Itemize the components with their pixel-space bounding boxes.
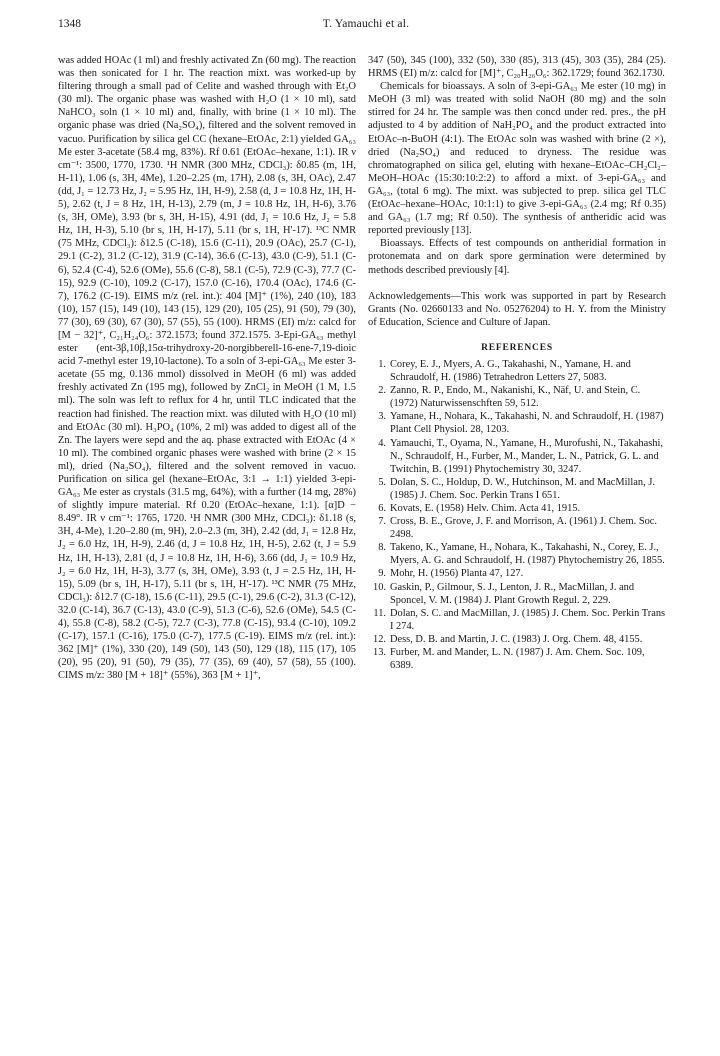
- reference-number: 12.: [373, 633, 386, 645]
- reference-text: Dess, D. B. and Martin, J. C. (1983) J. Org. Chem. 48, 4155.: [390, 633, 643, 645]
- reference-item: [368, 384, 666, 410]
- reference-text: Cross, B. E., Grove, J. F. and Morrison, A. (1961) J. Chem. Soc. 2498.: [390, 516, 658, 541]
- reference-item: [368, 646, 666, 672]
- reference-item: [368, 541, 666, 567]
- reference-text: Dolan, S. C. and MacMillan, J. (1985) J. Chem. Soc. Perkin Trans I 274.: [390, 607, 666, 632]
- reference-item: [368, 358, 666, 384]
- running-head: T. Yamauchi et al.: [322, 18, 410, 30]
- reference-number: 8.: [378, 542, 386, 554]
- reference-number: 7.: [378, 516, 386, 528]
- reference-text: Dolan, S. C., Holdup, D. W., Hutchinson, M. and MacMillan, J. (1985) J. Chem. Soc. Perkin Trans I 651.: [390, 476, 655, 501]
- reference-number: 3.: [378, 411, 386, 423]
- reference-item: [368, 633, 666, 646]
- reference-number: 13.: [373, 647, 386, 659]
- reference-item: [368, 437, 666, 476]
- spacer: [368, 329, 666, 342]
- spacer: [368, 277, 666, 290]
- reference-number: 6.: [378, 503, 386, 514]
- reference-list: [368, 358, 666, 672]
- page-header: [58, 18, 674, 34]
- reference-number: 4.: [378, 437, 386, 449]
- reference-text: Mohr, H. (1956) Planta 47, 127.: [390, 568, 524, 580]
- reference-number: 9.: [378, 568, 386, 580]
- reference-text: Yamauchi, T., Oyama, N., Yamane, H., Murofushi, N., Takahashi, N., Schraudolf, H., Furber, M., Mander, L. N., Patrick, G. L. and Twitchin, B. (1991) Phytochemistry 30, 3247.: [390, 437, 663, 475]
- right-column: [368, 54, 666, 672]
- reference-text: Gaskin, P., Gilmour, S. J., Lenton, J. R., MacMillan, J. and Sponcel, V. M. (1984) J. Plant Growth Regul. 2, 229.: [390, 581, 635, 606]
- reference-item: [368, 515, 666, 541]
- reference-item: [368, 476, 666, 502]
- page-number: 1348: [58, 18, 81, 30]
- reference-text: Takeno, K., Yamane, H., Nohara, K., Takahashi, N., Corey, E. J., Myers, A. G. and Schraudolf, H. (1987) Phytochemistry 26, 1855.: [390, 542, 665, 567]
- reference-text: Corey, E. J., Myers, A. G., Takahashi, N., Yamane, H. and Schraudolf, H. (1986) Tetrahedron Letters 27, 5083.: [390, 358, 631, 384]
- reference-number: 10.: [373, 581, 386, 593]
- reference-text: Zanno, R. P., Endo, M., Nakanishi, K., Näf, U. and Stein, C. (1972) Naturwissenschften 59, 512.: [390, 385, 641, 410]
- reference-number: 11.: [373, 607, 386, 619]
- body-paragraph: 347 (50), 345 (100), 332 (50), 330 (85), 313 (45), 303 (35), 284 (25). HRMS (EI) m/z: calcd for [M]⁺, C₂₀H₂₆O₆: 362.1729; found 362.1730.: [368, 55, 666, 80]
- body-paragraph: was added HOAc (1 ml) and freshly activated Zn (60 mg). The reaction was then sonicated for 1 hr. The reaction mixt. was worked-up by filtering through a small pad of Celite and washed through with Et₂O (30 ml). The organic phase was washed with H₂O (1 × 10 ml), satd NaHCO₃ soln (1 × 10 ml) and, finally, with brine (1 × 10 ml). The organic phase was dried (Na₂SO₄), filtered and the solvent removed in vacuo. Purification by silica gel CC (hexane–EtOAc, 2:1) yielded GA₆₃ Me ester 3-acetate (58.4 mg, 83%). Rf 0.61 (EtOAc–hexane, 1:1). IR ν cm⁻¹: 3500, 1770, 1730. ¹H NMR (300 MHz, CDCl₃): δ0.85 (m, 1H, H-11), 1.06 (s, 3H, 4Me), 1.20–2.25 (m, 17H), 2.08 (s, 3H, OAc), 2.47 (dd, J₁ = 12.73 Hz, J₂ = 5.95 Hz, 1H, H-9), 2.58 (d, J = 10.8 Hz, 1H, H-5), 2.62 (t, J = 8 Hz, 1H, H-13), 2.79 (m, J = 10.8 Hz, 1H, H-6), 3.76 (s, 3H, OMe), 3.93 (br s, 3H, H-15), 4.91 (dd, J₁ = 10.6 Hz, J₂ = 5.8 Hz, 1H, H-3), 5.10 (br s, 1H, H-17), 5.11 (br s, 1H, H'-17). ¹³C NMR (75 MHz, CDCl₃): δ12.5 (C-18), 15.6 (C-11), 20.9 (OAc), 25.7 (C-1), 29.1 (C-2), 31.2 (C-12), 31.9 (C-14), 36.6 (C-13), 43.0 (C-9), 51.1 (C-6), 52.4 (C-4), 52.6 (OMe), 55.6 (C-8), 58.1 (C-5), 72.9 (C-3), 77.7 (C-15), 92.9 (C-10), 109.2 (C-17), 157.0 (C-16), 170.4 (OAc), 174.6 (C-7), 176.2 (C-19). EIMS m/z (rel. int.): 404 [M]⁺ (1%), 240 (10), 183 (10), 157 (15), 149 (10), 143 (15), 129 (20), 105 (25), 91 (50), 79 (30), 77 (30), 69 (30), 67 (30), 57 (55), 55 (100). HRMS (EI) m/z: calcd for [M − 32]⁺, C₂₁H₂₄O₆: 372.1573; found 372.1575. 3-Epi-GA₆₃ methyl ester (ent-3β,10β,15α-trihydroxy-20-norgibberell-16-ene-7,19-dioic acid 7-methyl ester 19,10-lactone). To a soln of 3-epi-GA₆₃ Me ester 3-acetate (55 mg, 0.136 mmol) dissolved in MeOH (6 ml) was added freshly activated Zn (195 mg), followed by ZnCl₂ in MeOH (1 M, 1.5 ml). The soln was left to reflux for 4 hr, until TLC indicated that the reaction had finished. The reaction mixt. was diluted with H₂O (10 ml) and EtOAc (30 ml). H₃PO₄ (10%, 2 ml) was added to digest all of the Zn. The layers were sepd and the aq. phase extracted with EtOAc (4 × 10 ml). The combined organic phases were washed with brine (2 × 15 ml), dried (Na₂SO₄), filtered and the solvent removed in vacuo. Purification on silica gel (hexane–EtOAc, 3:1 → 1:1) yielded 3-epi-GA₆₃ Me ester as crystals (31.5 mg, 64%), with a further (14 mg, 28%) of slightly impure material. Rf 0.20 (EtOAc–hexane, 1:1). [α]D − 8.49°. IR ν cm⁻¹: 1765, 1720. ¹H NMR (300 MHz, CDCl₃): δ1.18 (s, 3H, 4-Me), 1.20–2.80 (m, 9H), 2.0–2.3 (m, 3H), 2.42 (dd, J₁ = 12.8 Hz, J₂ = 6.0 Hz, 1H, H-9), 2.46 (d, J = 10.8 Hz, 1H, H-5), 2.62 (t, J = 5.9 Hz, 1H, H-13), 2.81 (d, J = 10.8 Hz, 1H, H-6), 3.66 (dd, J₁ = 10.9 Hz, J₂ = 6.0 Hz, 1H, H-3), 3.77 (s, 3H, OMe), 3.93 (t, J = 2.5 Hz, 1H, H-15), 5.09 (br s, 1H, H-17), 5.11 (br s, 1H, H'-17). ¹³C NMR (75 MHz, CDCl₃): δ12.7 (C-18), 15.6 (C-11), 29.5 (C-1), 29.6 (C-2), 31.3 (C-12), 32.0 (C-14), 36.7 (C-13), 43.0 (C-9), 51.3 (C-6), 52.6 (OMe), 54.5 (C-4), 55.8 (C-8), 58.2 (C-5), 72.7 (C-3), 77.8 (C-15), 93.4 (C-10), 109.2 (C-17), 157.1 (C-16), 175.0 (C-7), 177.5 (C-19). EIMS m/z (rel. int.): 362 [M]⁺ (1%), 330 (20), 149 (50), 143 (50), 129 (18), 115 (17), 105 (20), 95 (20), 91 (50), 79 (35), 77 (35), 69 (40), 57 (58), 55 (100). CIMS m/z: 380 [M + 18]⁺ (55%), 363 [M + 1]⁺,: [58, 55, 356, 682]
- references-heading: REFERENCES: [481, 342, 553, 353]
- reference-number: 1.: [378, 358, 386, 370]
- body-paragraph: Bioassays. Effects of test compounds on antheridial formation in protonemata and on dark spore germination were determined by methods described previously [4].: [368, 238, 666, 276]
- acknowledgements: Acknowledgements—This work was supported in part by Research Grants (No. 02660133 and No. 05276204) to H. Y. from the Ministry of Education, Science and Culture of Japan.: [368, 290, 666, 328]
- reference-item: [368, 502, 666, 515]
- reference-text: Furber, M. and Mander, L. N. (1987) J. Am. Chem. Soc. 109, 6389.: [390, 647, 645, 672]
- reference-item: [368, 607, 666, 633]
- reference-number: 2.: [378, 385, 386, 397]
- reference-item: [368, 581, 666, 607]
- reference-item: [368, 567, 666, 580]
- reference-item: [368, 410, 666, 436]
- reference-text: Kovats, E. (1958) Helv. Chim. Acta 41, 1915.: [390, 503, 581, 514]
- reference-text: Yamane, H., Nohara, K., Takahashi, N. and Schraudolf, H. (1987) Plant Cell Physiol. 28, 1203.: [390, 411, 664, 436]
- body-paragraph: Chemicals for bioassays. A soln of 3-epi-GA₆₃ Me ester (10 mg) in MeOH (3 ml) was treated with solid NaOH (80 mg) and the soln stirred for 24 hr. The sample was then concd under red. pres., the pH adjusted to 4 by addition of NaH₂PO₄ and the product extracted into EtOAc–n-BuOH (4:1). The EtOAc soln was washed with brine (2 ×), dried (Na₂SO₄) and reduced to dryness. The residue was chromatographed on silica gel, eluting with hexane–EtOAc–CH₂Cl₂–MeOH–HOAc (15:30:10:2:2) to afford a mixt. of 3-epi-GA₆₃ and GA₆₃, (total 6 mg). The mixt. was subjected to prep. silica gel TLC (EtOAc–hexane–HOAc, 10:1:1) to give 3-epi-GA₆₃ (2.4 mg; Rf 0.35) and GA₆₃ (1.7 mg; Rf 0.50). The synthesis of antheridic acid was reported previously [13].: [368, 81, 666, 237]
- reference-number: 5.: [378, 476, 386, 488]
- left-column: [58, 54, 356, 683]
